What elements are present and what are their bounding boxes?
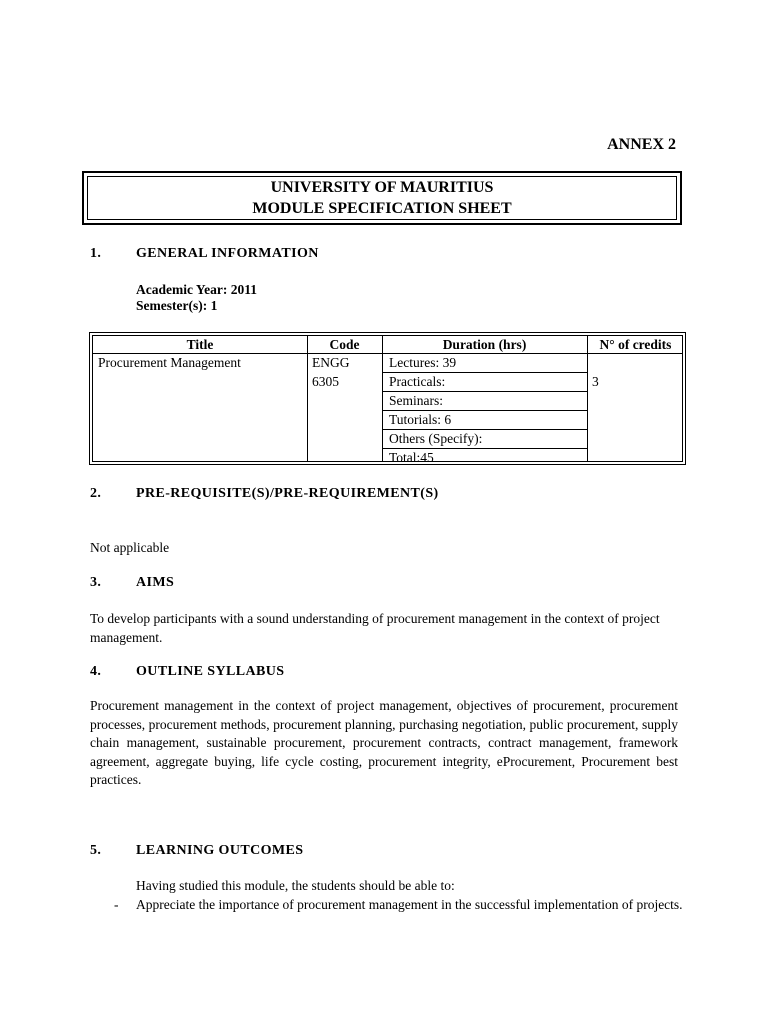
section-title: LEARNING OUTCOMES bbox=[136, 843, 304, 858]
section-syllabus-heading bbox=[90, 664, 690, 682]
outcome-item: Appreciate the importance of procurement management in the successful implementation of projects. bbox=[136, 897, 683, 912]
module-code-line1: ENGG bbox=[312, 355, 350, 370]
duration-tutorials: Tutorials: 6 bbox=[389, 412, 452, 427]
academic-year: Academic Year: 2011 bbox=[136, 282, 257, 297]
section-title: OUTLINE SYLLABUS bbox=[136, 664, 285, 679]
section-general-heading bbox=[90, 246, 690, 264]
section-number: 2. bbox=[90, 486, 102, 501]
outcome-bullet: - bbox=[114, 897, 119, 912]
section-title: AIMS bbox=[136, 575, 175, 590]
section-number: 3. bbox=[90, 575, 102, 590]
section-aims-heading bbox=[90, 575, 690, 593]
section-prereq-heading bbox=[90, 486, 690, 504]
duration-total: Total:45 bbox=[389, 450, 434, 465]
module-credits: 3 bbox=[592, 374, 599, 389]
title-box-inner bbox=[87, 176, 677, 220]
duration-lectures: Lectures: 39 bbox=[389, 355, 457, 370]
sheet-title: MODULE SPECIFICATION SHEET bbox=[252, 200, 512, 217]
module-title: Procurement Management bbox=[98, 355, 241, 370]
annex-label: ANNEX 2 bbox=[607, 136, 676, 153]
col-divider bbox=[382, 336, 383, 461]
module-table-inner bbox=[92, 335, 683, 465]
section-number: 1. bbox=[90, 246, 102, 261]
col-divider bbox=[307, 336, 308, 461]
university-name: UNIVERSITY OF MAURITIUS bbox=[270, 179, 494, 196]
module-table bbox=[89, 332, 686, 465]
header-credits: N° of credits bbox=[599, 337, 672, 352]
header-duration: Duration (hrs) bbox=[442, 337, 527, 352]
syllabus-text: Procurement management in the context of project management, objectives of procurement, procurement processes, procurement methods, procurement planning, purchasing negotiation, public procurement, supply chain management, sustainable procurement, procurement contracts, contract management, framework agreement, aggregate buying, life cycle costing, procurement integrity, eProcurement, Procurement best practices. bbox=[90, 698, 678, 787]
section-title: PRE-REQUISITE(S)/PRE-REQUIREMENT(S) bbox=[136, 486, 439, 501]
section-number: 4. bbox=[90, 664, 102, 679]
prereq-text: Not applicable bbox=[90, 540, 170, 555]
section-outcomes-heading bbox=[90, 843, 690, 861]
module-code-line2: 6305 bbox=[312, 374, 339, 389]
duration-seminars: Seminars: bbox=[389, 393, 443, 408]
semester: Semester(s): 1 bbox=[136, 298, 218, 313]
header-code: Code bbox=[329, 337, 360, 352]
section-title: GENERAL INFORMATION bbox=[136, 246, 319, 261]
header-title: Title bbox=[186, 337, 214, 352]
duration-others: Others (Specify): bbox=[389, 431, 483, 446]
aims-text: To develop participants with a sound understanding of procurement management in the context of project management. bbox=[90, 611, 660, 645]
outcomes-intro: Having studied this module, the students should be able to: bbox=[136, 878, 455, 893]
title-box bbox=[82, 171, 682, 225]
duration-practicals: Practicals: bbox=[389, 374, 446, 389]
col-divider bbox=[587, 336, 588, 461]
section-number: 5. bbox=[90, 843, 102, 858]
